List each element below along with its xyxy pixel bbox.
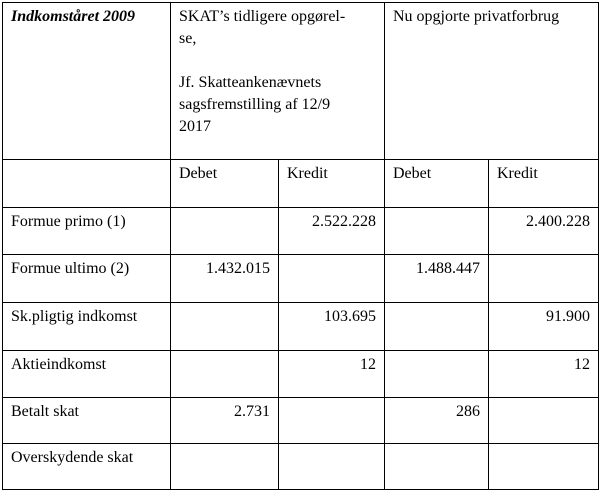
a-kredit-cell: 2.522.228 bbox=[279, 208, 385, 255]
b-debet-cell bbox=[385, 208, 489, 255]
b-kredit-cell bbox=[489, 444, 599, 490]
subheader-empty bbox=[3, 160, 171, 208]
a-debet-cell: 2.731 bbox=[171, 398, 279, 444]
b-debet-cell bbox=[385, 444, 489, 490]
table-row bbox=[3, 398, 599, 444]
col-a-header-line: sagsfremstilling af 12/9 bbox=[179, 96, 331, 113]
col-a-header-gap bbox=[179, 50, 376, 72]
a-kredit-cell bbox=[279, 255, 385, 303]
row-label: Betalt skat bbox=[3, 398, 171, 444]
row-label: Overskydende skat bbox=[3, 444, 171, 490]
table-row bbox=[3, 444, 599, 490]
table-row bbox=[3, 351, 599, 398]
a-debet-cell: 1.432.015 bbox=[171, 255, 279, 303]
b-debet-cell: 286 bbox=[385, 398, 489, 444]
a-kredit-cell: 12 bbox=[279, 351, 385, 398]
b-kredit-cell: 12 bbox=[489, 351, 599, 398]
a-debet-cell bbox=[171, 208, 279, 255]
row-label: Aktieindkomst bbox=[3, 351, 171, 398]
b-kredit-cell bbox=[489, 398, 599, 444]
b-debet-cell: 1.488.447 bbox=[385, 255, 489, 303]
header-row bbox=[3, 3, 599, 160]
a-kredit-cell bbox=[279, 398, 385, 444]
subheader-row bbox=[3, 160, 599, 208]
b-debet-cell bbox=[385, 303, 489, 351]
col-a-header-line: se, bbox=[179, 30, 197, 47]
debet-header: Debet bbox=[385, 160, 489, 208]
b-debet-cell bbox=[385, 351, 489, 398]
a-kredit-cell bbox=[279, 444, 385, 490]
table-row bbox=[3, 303, 599, 351]
row-label: Sk.pligtig indkomst bbox=[3, 303, 171, 351]
kredit-header: Kredit bbox=[279, 160, 385, 208]
debet-header: Debet bbox=[171, 160, 279, 208]
table-row bbox=[3, 255, 599, 303]
col-a-header-line: Jf. Skatteankenævnets bbox=[179, 74, 322, 91]
col-a-header-line: 2017 bbox=[179, 118, 211, 135]
a-debet-cell bbox=[171, 303, 279, 351]
row-label: Formue primo (1) bbox=[3, 208, 171, 255]
row-label: Formue ultimo (2) bbox=[3, 255, 171, 303]
b-kredit-cell: 2.400.228 bbox=[489, 208, 599, 255]
tax-table bbox=[2, 2, 599, 490]
kredit-header: Kredit bbox=[489, 160, 599, 208]
a-debet-cell bbox=[171, 351, 279, 398]
year-header: Indkomståret 2009 bbox=[3, 3, 171, 160]
table-row bbox=[3, 208, 599, 255]
col-a-header bbox=[171, 3, 385, 160]
b-kredit-cell bbox=[489, 255, 599, 303]
b-kredit-cell: 91.900 bbox=[489, 303, 599, 351]
a-debet-cell bbox=[171, 444, 279, 490]
col-a-header-line: SKAT’s tidligere opgørel- bbox=[179, 8, 346, 25]
col-b-header: Nu opgjorte privatforbrug bbox=[385, 3, 599, 160]
a-kredit-cell: 103.695 bbox=[279, 303, 385, 351]
